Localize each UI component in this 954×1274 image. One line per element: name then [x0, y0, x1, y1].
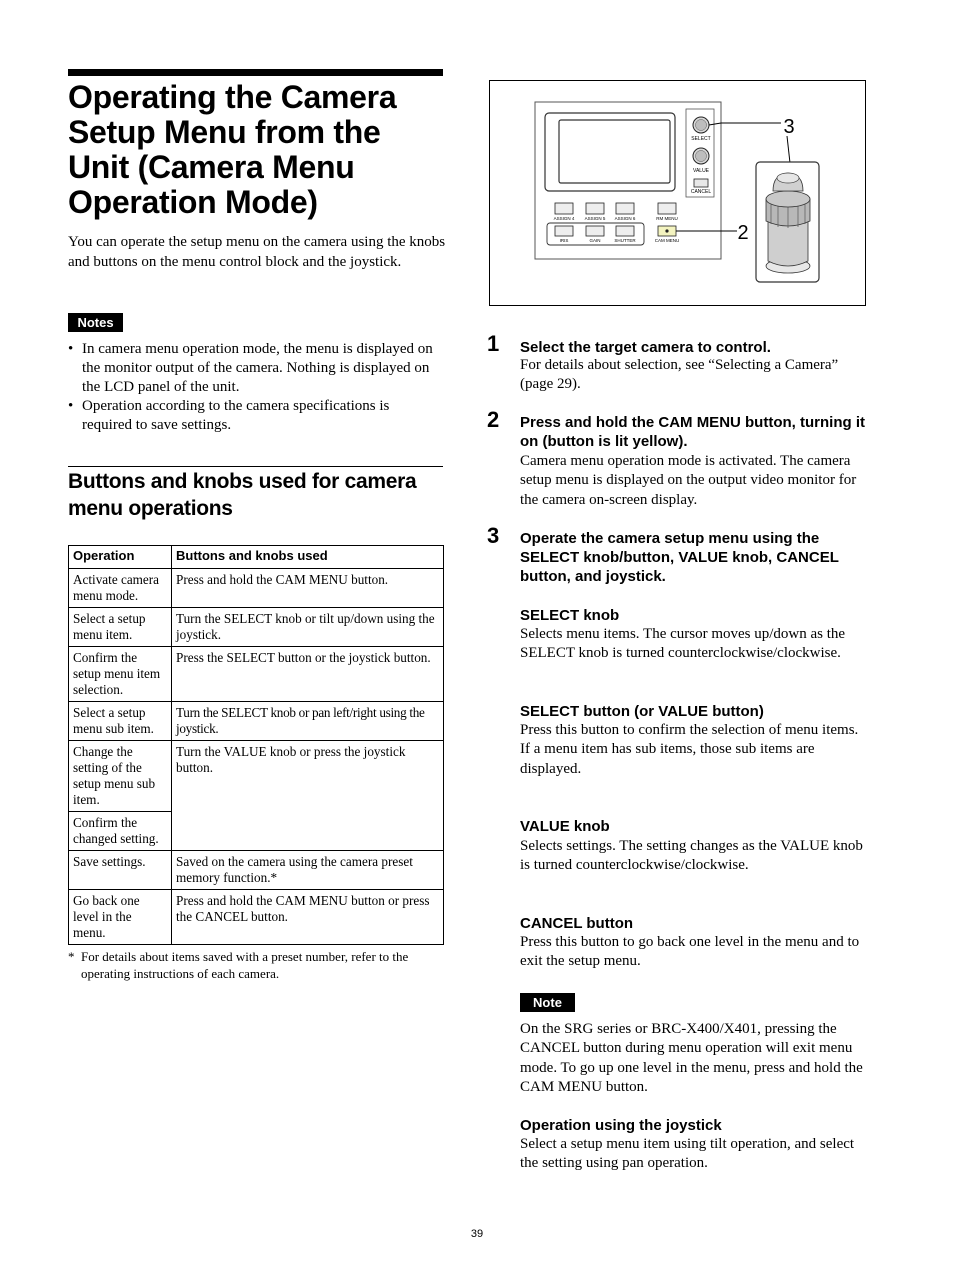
- table-cell-operation: Select a setup menu item.: [69, 608, 172, 647]
- step-heading-2: Press and hold the CAM MENU button, turning it on (button is lit yellow).: [520, 414, 865, 450]
- callout-number-2: 2: [737, 222, 749, 244]
- cam-menu-indicator: [665, 229, 668, 232]
- step-heading-3: Operate the camera setup menu using the SELECT knob/button, VALUE knob, CANCEL button, and joystick.: [520, 530, 839, 585]
- step-number-2: 2: [487, 407, 500, 432]
- cam-menu-label: CAM MENU: [654, 238, 680, 243]
- iris-button: [555, 226, 573, 236]
- table-row: [69, 569, 444, 608]
- rm-menu-button: [658, 203, 676, 214]
- footnote-text: For details about items saved with a preset number, refer to the operating instructions of each camera.: [81, 949, 409, 981]
- select-knob-heading: SELECT knob: [520, 607, 620, 624]
- cancel-button-body: Press this button to go back one level in the menu and to exit the setup menu.: [520, 934, 860, 970]
- callout-number-3: 3: [783, 116, 795, 138]
- table-cell-operation: Confirm the setup menu item selection.: [69, 647, 172, 702]
- table-cell-operation: Activate camera menu mode.: [69, 569, 172, 608]
- select-knob-cap: [696, 120, 707, 131]
- step-number-3: 3: [487, 523, 500, 548]
- shutter-label: SHUTTER: [614, 238, 636, 243]
- assign5-button: [586, 203, 604, 214]
- table-row: [69, 741, 444, 812]
- shutter-button: [616, 226, 634, 236]
- cancel-button-label: CANCEL: [690, 189, 712, 195]
- page-number: 39: [470, 1228, 484, 1240]
- table-cell-buttons: Press and hold the CAM MENU button or press the CANCEL button.: [172, 890, 444, 945]
- footnote: [68, 949, 443, 982]
- gain-button: [586, 226, 604, 236]
- table-cell-operation: Go back one level in the menu.: [69, 890, 172, 945]
- assign4-label: ASSIGN 4: [553, 216, 575, 221]
- assign6-label: ASSIGN 6: [614, 216, 636, 221]
- table-cell-buttons: Press the SELECT button or the joystick button.: [172, 647, 444, 702]
- select-knob-body: Selects menu items. The cursor moves up/down as the SELECT knob is turned counterclockwise/clockwise.: [520, 626, 846, 662]
- value-knob-heading: VALUE knob: [520, 818, 610, 835]
- control-panel-figure: [489, 80, 866, 306]
- section-title: Buttons and knobs used for camera menu operations: [68, 470, 417, 520]
- note-item: • Operation according to the camera specifications is required to save settings.: [68, 397, 443, 435]
- section-rule: [68, 466, 443, 467]
- value-knob-label: VALUE: [692, 168, 710, 174]
- cancel-button-shape: [694, 179, 708, 187]
- select-button-heading: SELECT button (or VALUE button): [520, 703, 764, 720]
- table-cell-buttons: Press and hold the CAM MENU button.: [172, 569, 444, 608]
- note-text: On the SRG series or BRC-X400/X401, pressing the CANCEL button during menu operation will exit menu mode. To go up one level in the menu, press and hold the CAM MENU button.: [520, 1021, 863, 1095]
- notes-list: [68, 340, 443, 435]
- note-badge: Note: [520, 993, 575, 1012]
- note-item: • In camera menu operation mode, the menu is displayed on the monitor output of the camera. Nothing is displayed on the LCD panel of the unit.: [68, 340, 443, 397]
- cancel-button-heading: CANCEL button: [520, 915, 634, 932]
- select-button-body: Press this button to confirm the selection of menu items. If a menu item has sub items, those sub items are displayed.: [520, 722, 859, 777]
- select-knob-label: SELECT: [691, 136, 711, 142]
- joystick-top-ring: [766, 191, 810, 207]
- step-body-1: For details about selection, see “Selecting a Camera” (page 29).: [520, 357, 839, 393]
- assign4-button: [555, 203, 573, 214]
- control-panel-illustration: [490, 81, 867, 307]
- table-row: [69, 702, 444, 741]
- assign6-button: [616, 203, 634, 214]
- table-cell-buttons: Saved on the camera using the camera preset memory function.*: [172, 851, 444, 890]
- iris-label: IRIS: [559, 238, 569, 243]
- value-knob-cap: [696, 151, 707, 162]
- value-knob-body: Selects settings. The setting changes as the VALUE knob is turned counterclockwise/clockwise.: [520, 838, 863, 874]
- step-body-2: Camera menu operation mode is activated. The camera setup menu is displayed on the output video monitor for the camera on-screen display.: [520, 453, 857, 508]
- table-header-operation: Operation: [69, 546, 172, 569]
- table-row: [69, 647, 444, 702]
- notes-badge: Notes: [68, 313, 123, 332]
- joystick-heading: Operation using the joystick: [520, 1117, 722, 1134]
- page-title: Operating the Camera Setup Menu from the Unit (Camera Menu Operation Mode): [68, 79, 397, 220]
- table-cell-operation: Select a setup menu sub item.: [69, 702, 172, 741]
- lcd-screen: [559, 120, 670, 183]
- table-cell-buttons: Turn the SELECT knob or tilt up/down using the joystick.: [172, 608, 444, 647]
- table-cell-operation: Change the setting of the setup menu sub item.: [69, 741, 172, 812]
- gain-label: GAIN: [589, 238, 601, 243]
- assign5-label: ASSIGN 5: [584, 216, 606, 221]
- joystick-button: [777, 173, 799, 183]
- table-header-buttons: Buttons and knobs used: [172, 546, 444, 569]
- rm-menu-label: RM MENU: [656, 216, 678, 221]
- table-cell-operation: Save settings.: [69, 851, 172, 890]
- step-number-1: 1: [487, 331, 500, 356]
- title-rule: [68, 69, 443, 76]
- operations-table: [68, 545, 444, 945]
- intro-paragraph: You can operate the setup menu on the camera using the knobs and buttons on the menu control block and the joystick.: [68, 234, 446, 270]
- callout-line-3-joystick: [787, 136, 790, 163]
- joystick-body: Select a setup menu item using tilt operation, and select the setting using pan operation.: [520, 1136, 855, 1172]
- footnote-mark: *: [68, 949, 75, 964]
- table-cell-buttons: Turn the VALUE knob or press the joystick button.: [172, 741, 444, 851]
- table-row: [69, 608, 444, 647]
- table-header-row: [69, 546, 444, 569]
- table-row: [69, 890, 444, 945]
- table-cell-operation: Confirm the changed setting.: [69, 812, 172, 851]
- table-row: [69, 851, 444, 890]
- step-heading-1: Select the target camera to control.: [520, 339, 771, 356]
- table-cell-buttons: Turn the SELECT knob or pan left/right using the joystick.: [172, 702, 444, 741]
